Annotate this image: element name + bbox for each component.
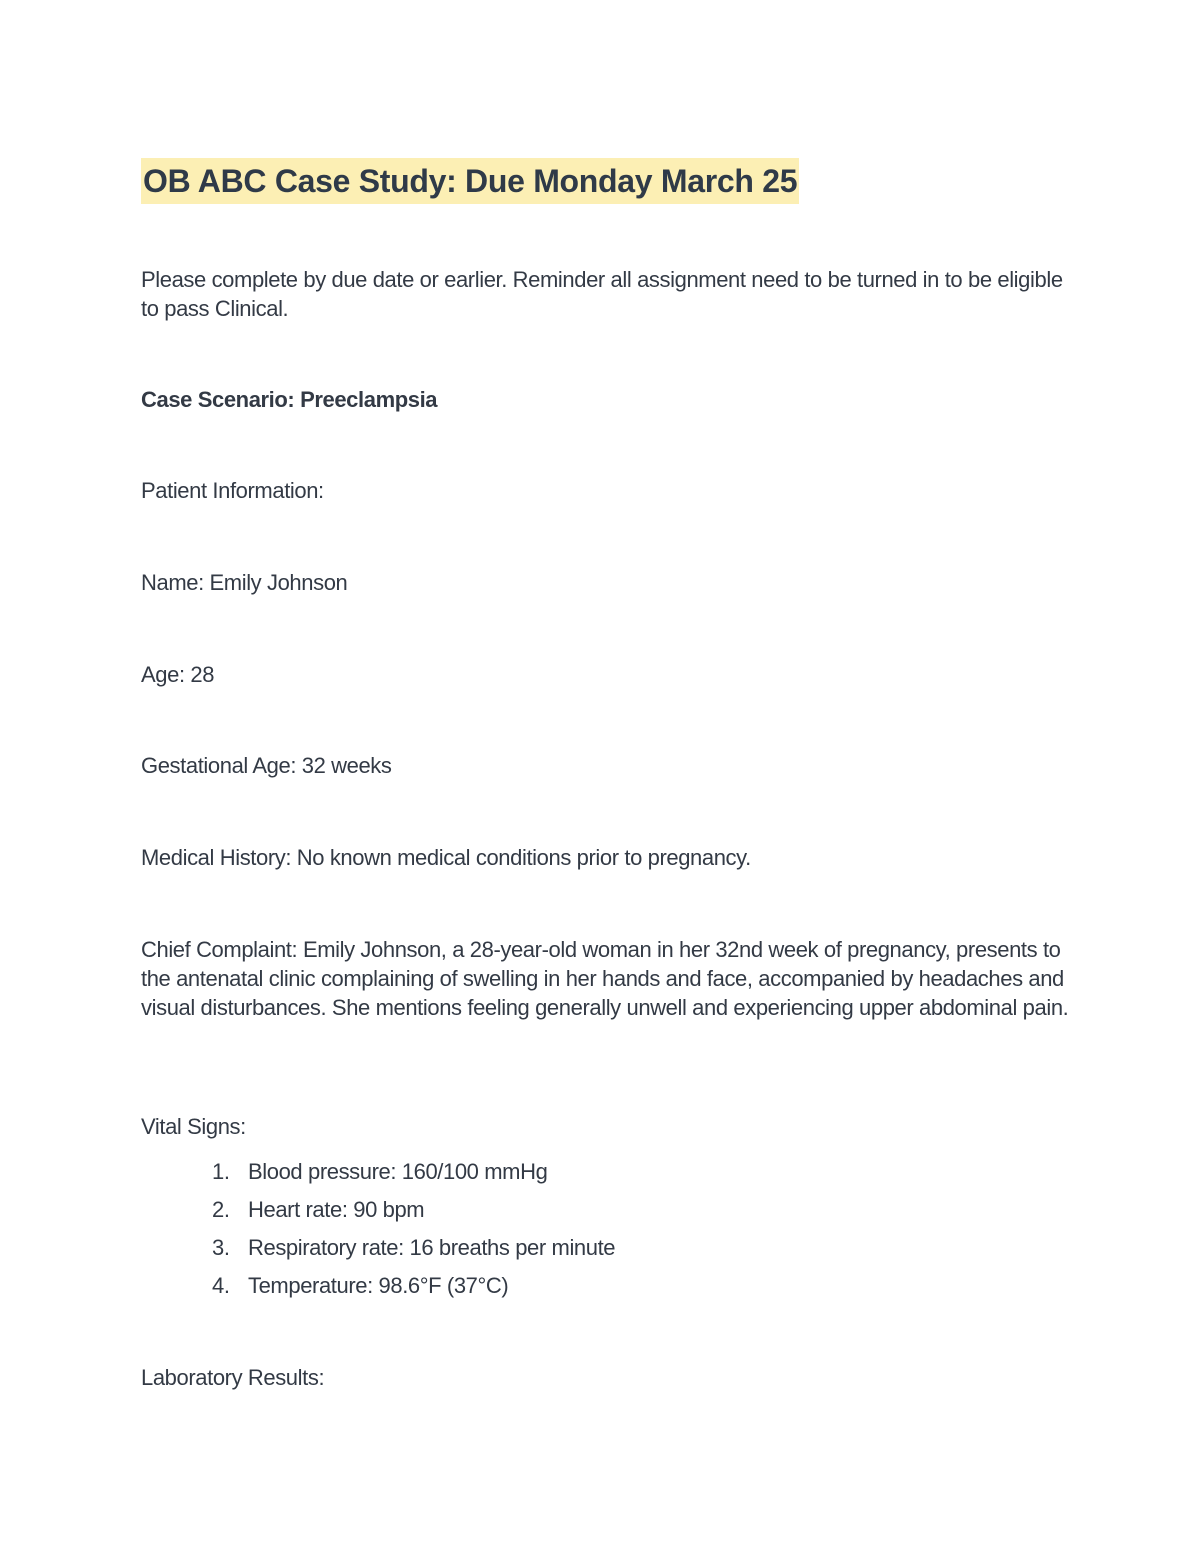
list-item <box>212 1195 615 1233</box>
lab-results-heading: Laboratory Results: <box>141 1365 325 1390</box>
vital-sign-text: Heart rate: 90 bpm <box>248 1197 425 1222</box>
vital-sign-text: Blood pressure: 160/100 mmHg <box>248 1159 548 1184</box>
vital-signs-list <box>212 1157 615 1309</box>
list-item <box>212 1157 615 1195</box>
patient-name: Name: Emily Johnson <box>141 570 348 595</box>
list-number: 3. <box>212 1235 230 1260</box>
gestational-age: Gestational Age: 32 weeks <box>141 753 392 778</box>
list-item <box>212 1271 615 1309</box>
chief-complaint: Chief Complaint: Emily Johnson, a 28-year-old woman in her 32nd week of pregnancy, presents to the antenatal clinic complaining of swelling in her hands and face, accompanied by headaches and visual disturbances. She mentions feeling generally unwell and experiencing upper abdominal pain. <box>141 937 1069 1020</box>
list-number: 2. <box>212 1197 230 1222</box>
patient-age: Age: 28 <box>141 662 215 687</box>
list-number: 1. <box>212 1159 230 1184</box>
list-number: 4. <box>212 1273 230 1298</box>
vital-sign-text: Respiratory rate: 16 breaths per minute <box>248 1235 616 1260</box>
medical-history: Medical History: No known medical conditions prior to pregnancy. <box>141 845 751 870</box>
case-scenario-heading: Case Scenario: Preeclampsia <box>141 387 438 412</box>
document-title: OB ABC Case Study: Due Monday March 25 <box>141 158 799 204</box>
list-item <box>212 1233 615 1271</box>
vital-sign-text: Temperature: 98.6°F (37°C) <box>248 1273 509 1298</box>
patient-info-heading: Patient Information: <box>141 478 324 503</box>
intro-paragraph: Please complete by due date or earlier. Reminder all assignment need to be turned in to be eligible to pass Clinical. <box>141 267 1063 321</box>
vital-signs-heading: Vital Signs: <box>141 1114 246 1139</box>
